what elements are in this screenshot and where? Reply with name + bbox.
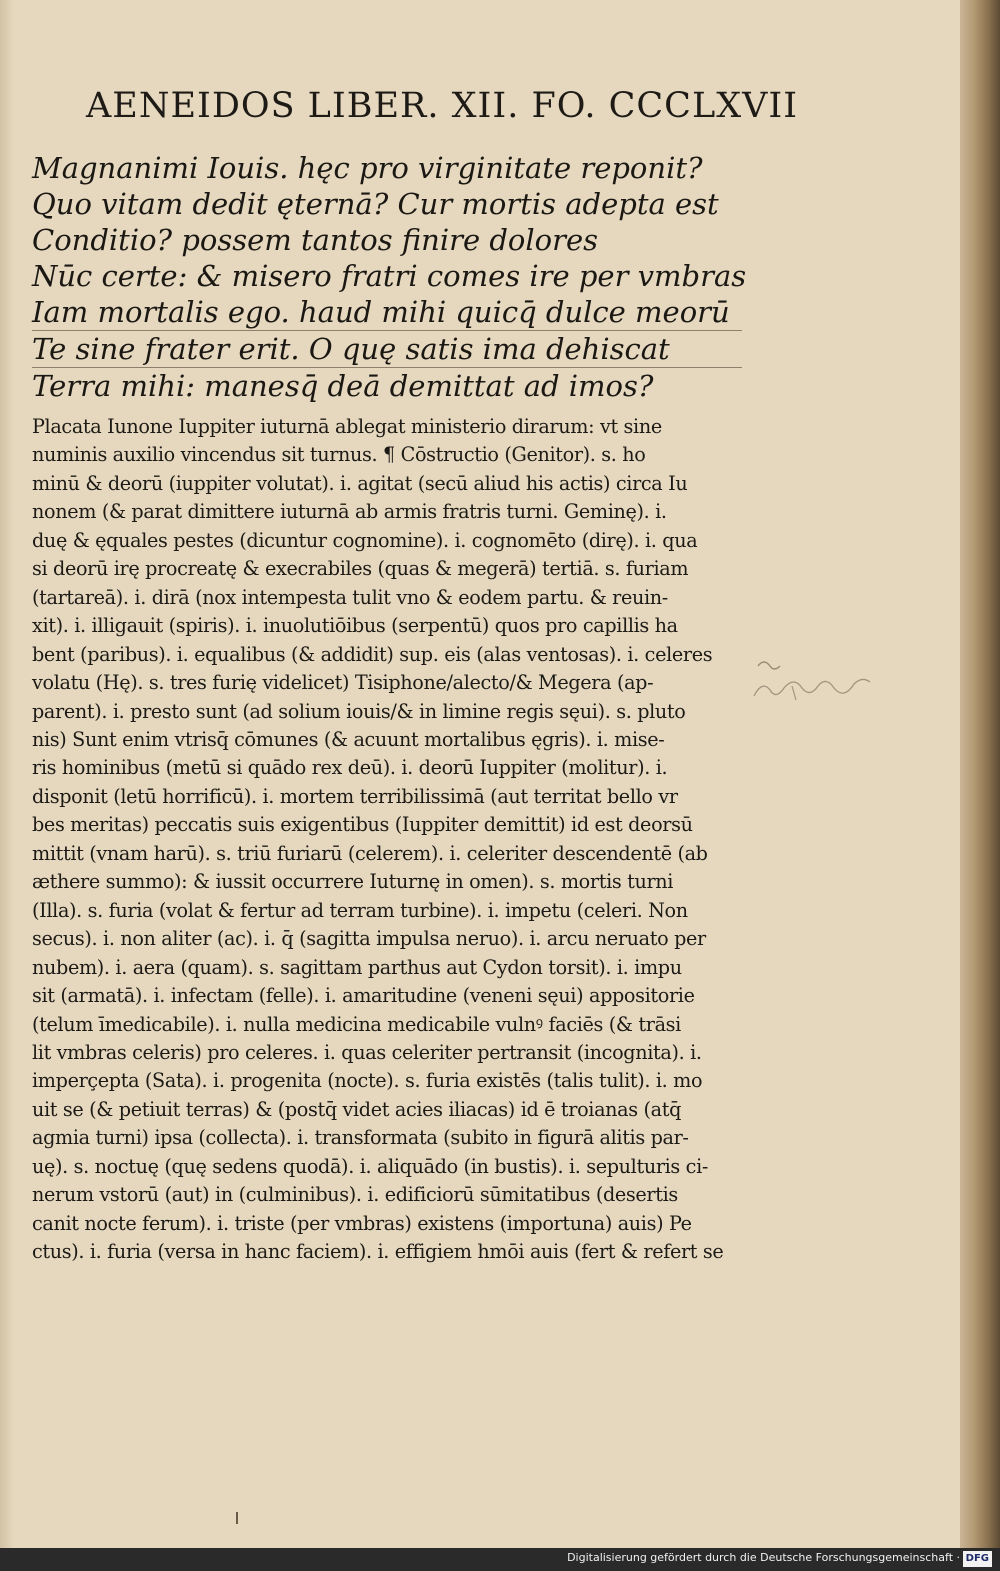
commentary-line: volatu (Hę). s. tres furię videlicet) Tisiphone/alecto/& Megera (ap- <box>32 671 654 695</box>
book-fore-edge <box>960 0 1000 1548</box>
commentary-line: secus). i. non aliter (ac). i. q̄ (sagitta impulsa neruo). i. arcu neruato per <box>32 927 706 951</box>
commentary-line: canit nocte ferum). i. triste (per vmbras) existens (importuna) auis) Pe <box>32 1211 692 1235</box>
commentary-line: disponit (letū horrificū). i. mortem terribilissimā (aut territat bello vr <box>32 784 678 808</box>
commentary-line: ctus). i. furia (versa in hanc faciem). i. effigiem hmōi auis (fert & refert se <box>32 1240 724 1264</box>
commentary-line: lit vmbras celeris) pro celeres. i. quas celeriter pertransit (incognita). i. <box>32 1040 702 1064</box>
commentary-line: imperçepta (Sata). i. progenita (nocte). s. furia existēs (talis tulit). i. mo <box>32 1069 703 1093</box>
commentary-line: parent). i. presto sunt (ad solium iouis/& in limine regis sęui). s. pluto <box>32 699 686 723</box>
commentary-line: xit). i. illigauit (spiris). i. inuolutiōibus (serpentū) quos pro capillis ha <box>32 614 678 638</box>
verse-line: Magnanimi Iouis. hęc pro virginitate reponit? <box>32 151 703 185</box>
commentary-line: æthere summo): & iussit occurrere Iuturnę in omen). s. mortis turni <box>32 870 674 894</box>
commentary-line: bes meritas) peccatis suis exigentibus (Iuppiter demittit) id est deorsū <box>32 813 693 837</box>
verse-line: Iam mortalis ego. haud mihi quicq̄ dulce meorū <box>32 294 742 331</box>
commentary-line: bent (paribus). i. equalibus (& addidit) sup. eis (alas ventosas). i. celeres <box>32 642 713 666</box>
commentary-line: nis) Sunt enim vtrisq̄ cōmunes (& acuunt mortalibus ęgris). i. mise- <box>32 727 665 751</box>
verse-block <box>32 150 747 404</box>
dfg-logo: DFG <box>963 1551 992 1567</box>
commentary-line: (Illa). s. furia (volat & fertur ad terram turbine). i. impetu (celeri. Non <box>32 898 688 922</box>
verse-line: Quo vitam dedit ęternā? Cur mortis adepta est <box>32 187 719 221</box>
verse-line: Te sine frater erit. O quę satis ima dehiscat <box>32 331 742 368</box>
commentary-line: si deorū irę procreatę & execrabiles (quas & megerā) tertiā. s. furiam <box>32 557 689 581</box>
running-head: AENEIDOS LIBER. XII. FO. CCCLXVII <box>86 86 799 126</box>
commentary-line: minū & deorū (iuppiter volutat). i. agitat (secū aliud his actis) circa Iu <box>32 471 688 495</box>
verse-line: Conditio? possem tantos finire dolores <box>32 223 599 257</box>
digitization-credit: Digitalisierung gefördert durch die Deutsche Forschungsgemeinschaft · <box>567 1551 960 1564</box>
commentary-line: ris hominibus (metū si quādo rex deū). i. deorū Iuppiter (molitur). i. <box>32 756 668 780</box>
commentary-line: uę). s. noctuę (quę sedens quodā). i. aliquādo (in bustis). i. sepulturis ci- <box>32 1154 708 1178</box>
commentary-line: Placata Iunone Iuppiter iuturnā ablegat ministerio dirarum: vt sine <box>32 415 662 438</box>
commentary-line: (telum īmedicabile). i. nulla medicina medicabile vulnꝰ faciēs (& trāsi <box>32 1012 681 1036</box>
verse-line: Nūc certe: & misero fratri comes ire per vmbras <box>32 259 747 293</box>
commentary-block <box>32 413 744 1267</box>
commentary-line: sit (armatā). i. infectam (felle). i. amaritudine (veneni sęui) appositorie <box>32 984 695 1008</box>
handwritten-marginal-note <box>752 652 902 712</box>
commentary-line: nonem (& parat dimittere iuturnā ab armis fratris turni. Geminę). i. <box>32 500 667 524</box>
commentary-line: mittit (vnam harū). s. triū furiarū (celerem). i. celeriter descendentē (ab <box>32 841 708 865</box>
commentary-line: numinis auxilio vincendus sit turnus. ¶ Cōstructio (Genitor). s. ho <box>32 443 646 467</box>
commentary-line: agmia turni) ipsa (collecta). i. transformata (subito in figurā alitis par- <box>32 1126 689 1150</box>
verse-line: Terra mihi: manesq̄ deā demittat ad imos? <box>32 369 654 403</box>
commentary-line: nerum vstorū (aut) in (culminibus). i. edificiorū sūmitatibus (desertis <box>32 1183 678 1207</box>
commentary-line: nubem). i. aera (quam). s. sagittam parthus aut Cydon torsit). i. impu <box>32 955 682 979</box>
commentary-line: duę & ęquales pestes (dicuntur cognomine). i. cognomēto (dirę). i. qua <box>32 528 698 552</box>
commentary-line: uit se (& petiuit terras) & (postq̄ videt acies iliacas) id ē troianas (atq̄ <box>32 1097 682 1121</box>
signature-mark <box>236 1512 238 1524</box>
commentary-line: (tartareā). i. dirā (nox intempesta tulit vno & eodem partu. & reuin- <box>32 585 668 609</box>
